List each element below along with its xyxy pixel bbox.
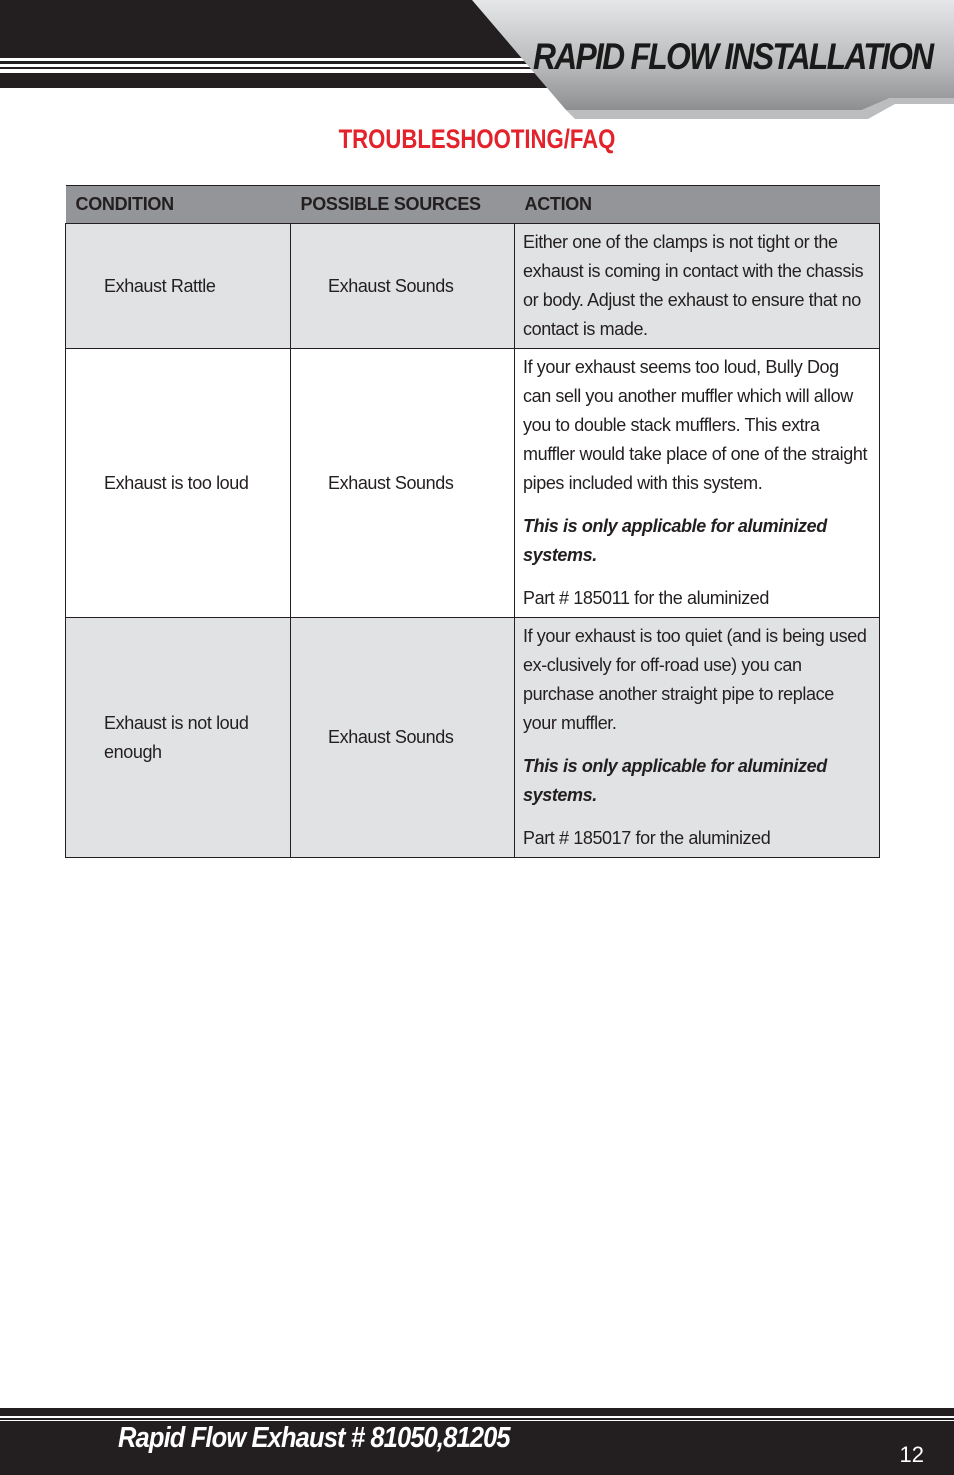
column-header-action: ACTION — [515, 186, 880, 224]
condition-cell: Exhaust Rattle — [66, 224, 291, 349]
source-cell: Exhaust Sounds — [291, 618, 515, 858]
part-number-text: Part # 185017 for the aluminized — [523, 828, 771, 848]
footer-stripe — [0, 1420, 954, 1421]
table-row — [66, 224, 880, 349]
page-footer — [0, 1408, 954, 1475]
action-text: If your exhaust is too quiet (and is being used ex-clusively for off-road use) you can purchase another straight pipe to replace your muffler. — [523, 626, 867, 733]
footer-stripe — [0, 1416, 954, 1418]
action-text: Either one of the clamps is not tight or the exhaust is coming in contact with the chassis or body. Adjust the exhaust to ensure that no contact is made. — [523, 232, 864, 339]
part-number-text: Part # 185011 for the aluminized — [523, 588, 770, 608]
footer-title: Rapid Flow Exhaust # 81050,81205 — [118, 1422, 510, 1454]
column-header-sources: POSSIBLE SOURCES — [291, 186, 515, 224]
source-cell: Exhaust Sounds — [291, 224, 515, 349]
column-header-condition: CONDITION — [66, 186, 291, 224]
troubleshooting-table — [65, 185, 880, 858]
source-cell: Exhaust Sounds — [291, 349, 515, 618]
table-header-row — [66, 186, 880, 224]
page-title: TROUBLESHOOTING/FAQ — [338, 124, 616, 154]
action-cell — [515, 349, 880, 618]
condition-cell: Exhaust is not loud enough — [66, 618, 291, 858]
action-cell — [515, 618, 880, 858]
header-title: RAPID FLOW INSTALLATION — [532, 36, 932, 77]
action-note: This is only applicable for aluminized systems. — [523, 516, 827, 565]
table-row — [66, 618, 880, 858]
table-row — [66, 349, 880, 618]
page-header — [0, 0, 954, 125]
page-number: 12 — [899, 1442, 924, 1467]
action-text: If your exhaust seems too loud, Bully Dog can sell you another muffler which will allow you to double stack mufflers. This extra muffler would take place of one of the straight pipes included with this system. — [523, 357, 868, 493]
action-note: This is only applicable for aluminized systems. — [523, 756, 827, 805]
action-cell — [515, 224, 880, 349]
condition-cell: Exhaust is too loud — [66, 349, 291, 618]
